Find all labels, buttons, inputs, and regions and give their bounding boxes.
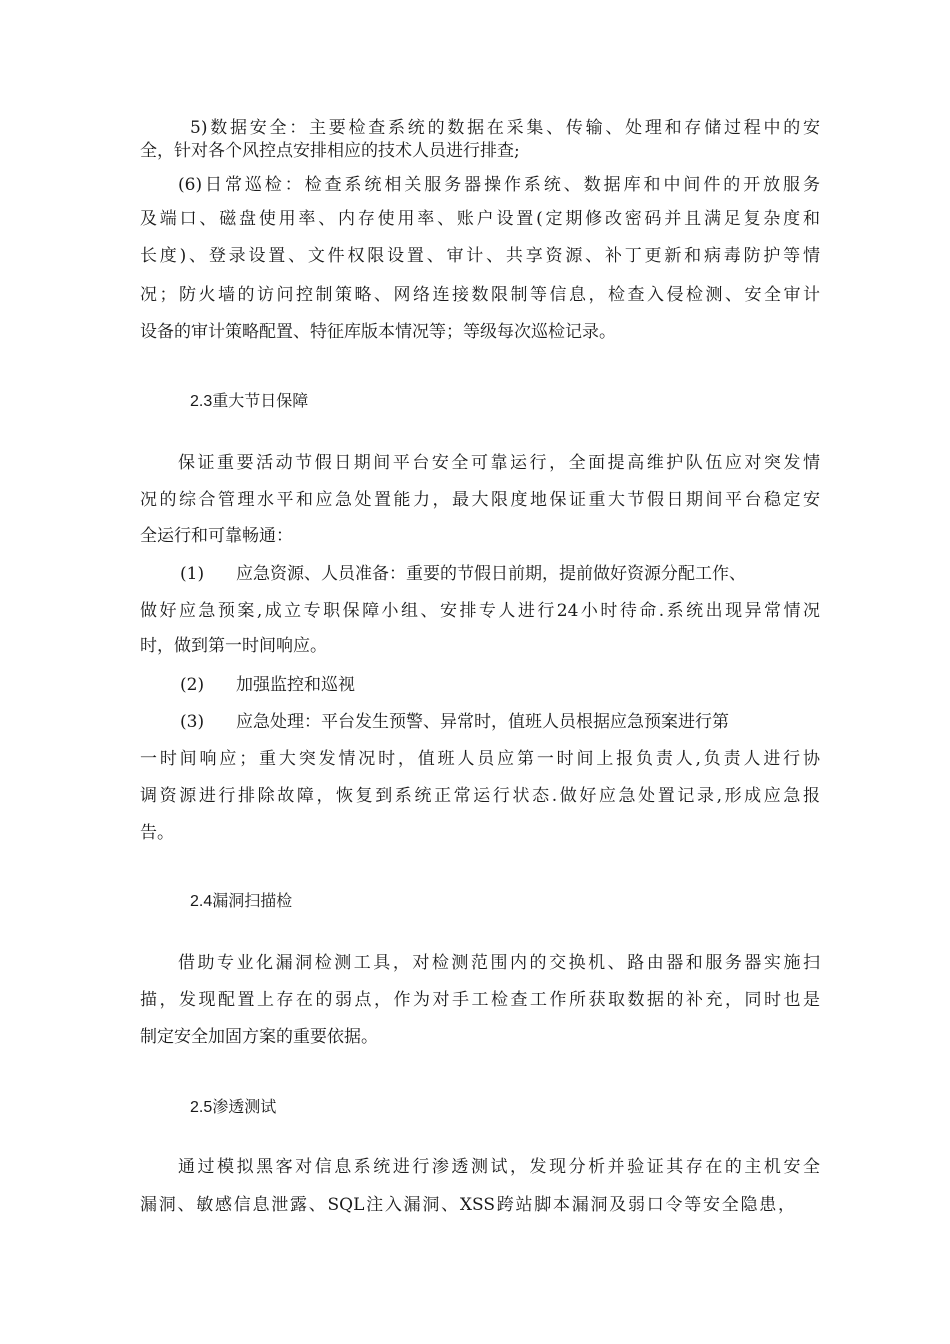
heading-number: 2.4 [190,893,213,910]
data-security-line-1: 5)数据安全：主要检查系统的数据在采集、传输、处理和存储过程中的安 [190,118,820,138]
list-item-number: (3) [180,712,205,732]
list-item-3-line-3: 调资源进行排除故障，恢复到系统正常运行状态.做好应急处置记录,形成应急报 [140,786,820,806]
patrol-line-1: (6)日常巡检：检查系统相关服务器操作系统、数据库和中间件的开放服务 [178,175,820,195]
list-item-3-line-2: 一时间响应；重大突发情况时，值班人员应第一时间上报负责人,负责人进行协 [140,749,820,769]
pentest-para-line-1: 通过模拟黑客对信息系统进行渗透测试，发现分析并验证其存在的主机安全 [178,1157,820,1177]
heading-2-5 [190,1097,276,1119]
list-item-2: (2) 加强监控和巡视 [180,675,355,695]
list-item-3-line-1: (3) 应急处理：平台发生预警、异常时，值班人员根据应急预案进行第 [180,712,729,732]
list-item-number: (2) [180,675,205,695]
pentest-para-line-2: 漏洞、敏感信息泄露、SQL注入漏洞、XSS跨站脚本漏洞及弱口令等安全隐患， [140,1195,795,1215]
heading-title: 漏洞扫描检 [212,893,293,910]
heading-2-4 [190,891,292,913]
heading-number: 2.3 [190,393,213,410]
heading-number: 2.5 [190,1099,213,1116]
patrol-line-3: 长度)、登录设置、文件权限设置、审计、共享资源、补丁更新和病毒防护等情 [140,246,820,266]
patrol-line-5: 设备的审计策略配置、特征库版本情况等；等级每次巡检记录。 [140,322,616,342]
holiday-para-line-1: 保证重要活动节假日期间平台安全可靠运行，全面提高维护队伍应对突发情 [178,453,820,473]
scan-para-line-2: 描，发现配置上存在的弱点，作为对手工检查工作所获取数据的补充，同时也是 [140,990,820,1010]
scan-para-line-1: 借助专业化漏洞检测工具，对检测范围内的交换机、路由器和服务器实施扫 [178,953,820,973]
heading-title: 渗透测试 [212,1099,277,1116]
list-item-1-line-1: (1) 应急资源、人员准备：重要的节假日前期，提前做好资源分配工作、 [180,564,746,584]
heading-2-3 [190,391,308,413]
list-item-3-line-4: 告。 [140,823,174,843]
scan-para-line-3: 制定安全加固方案的重要依据。 [140,1027,378,1047]
data-security-line-2: 全，针对各个风控点安排相应的技术人员进行排查; [140,141,520,161]
heading-title: 重大节日保障 [212,393,309,410]
list-item-1-line-3: 时，做到第一时间响应。 [140,636,327,656]
list-item-number: (1) [180,564,205,584]
holiday-para-line-2: 况的综合管理水平和应急处置能力，最大限度地保证重大节假日期间平台稳定安 [140,490,820,510]
patrol-line-4: 况；防火墙的访问控制策略、网络连接数限制等信息，检查入侵检测、安全审计 [140,285,820,305]
patrol-line-2: 及端口、磁盘使用率、内存使用率、账户设置(定期修改密码并且满足复杂度和 [140,209,820,229]
holiday-para-line-3: 全运行和可靠畅通： [140,526,293,546]
list-item-1-line-2: 做好应急预案,成立专职保障小组、安排专人进行24小时待命.系统出现异常情况 [140,601,820,621]
